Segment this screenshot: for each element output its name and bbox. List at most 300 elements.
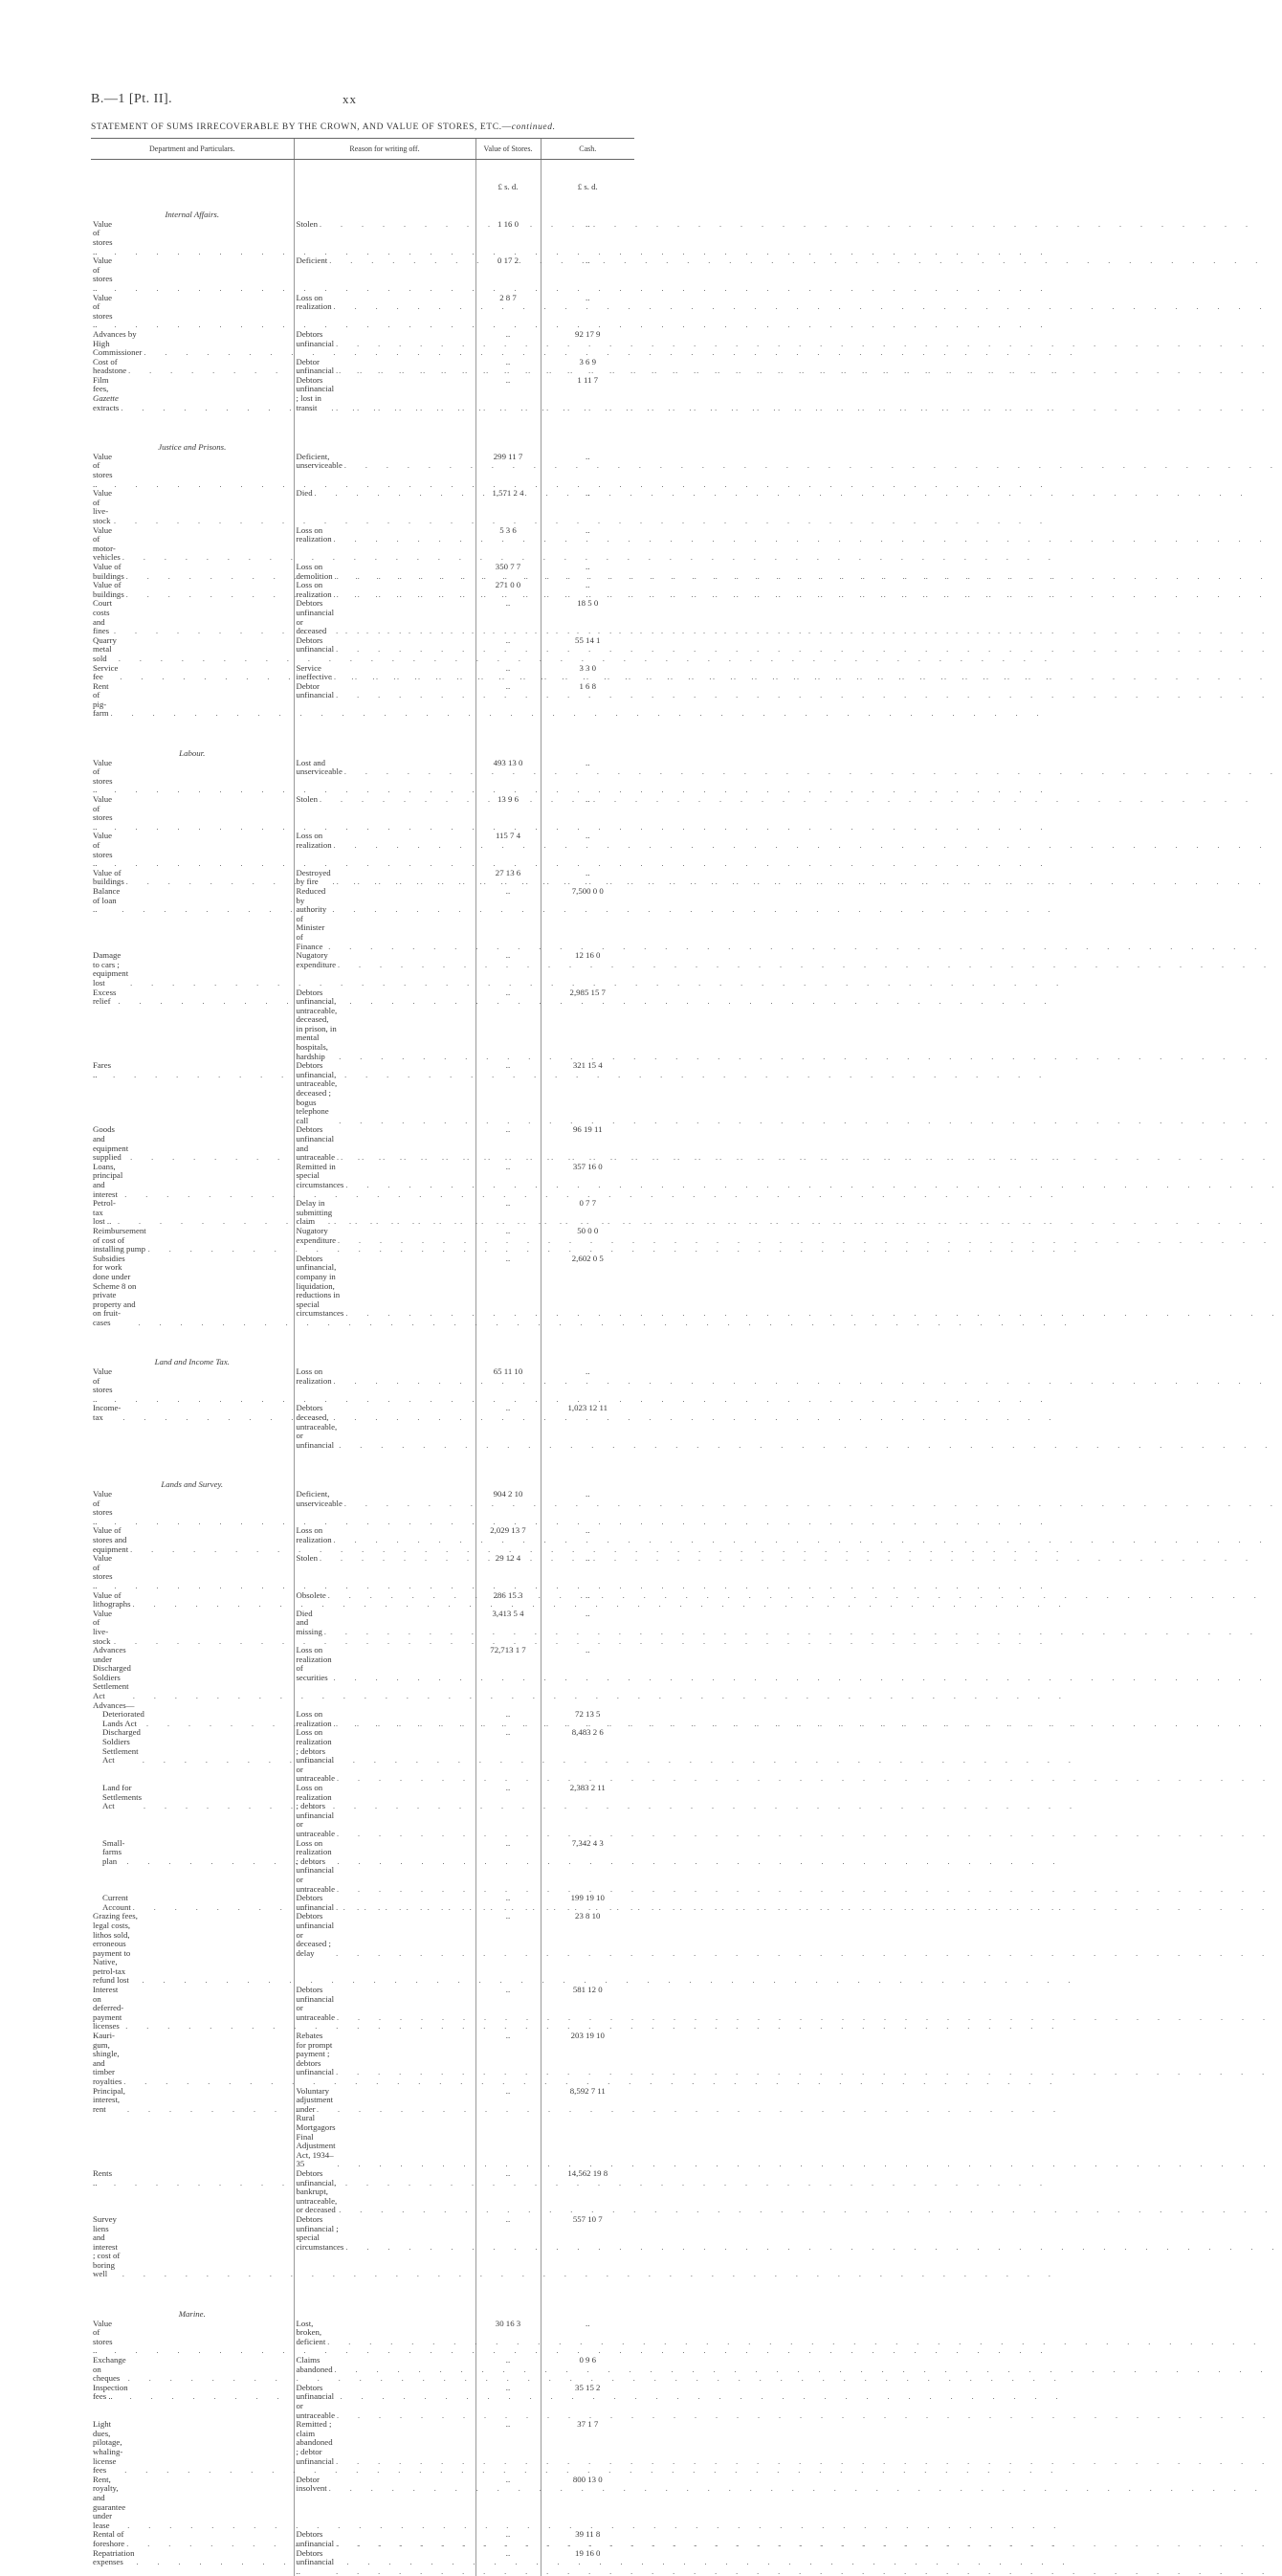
stores-value-cell: .. <box>475 2384 541 2420</box>
reason-cell-text: Debtors unfinancial or untraceable <box>297 1986 336 2022</box>
table-row <box>91 759 634 795</box>
reason-cell <box>294 869 475 887</box>
table-row <box>91 330 634 358</box>
cash-value-cell: .. <box>541 1526 634 1554</box>
reason-cell-text: Claims abandoned <box>297 2356 333 2374</box>
cash-value-cell: .. <box>541 563 634 581</box>
particulars-cell-text: Value of buildings <box>93 563 124 581</box>
particulars-cell <box>91 887 294 951</box>
units-row <box>91 159 634 193</box>
reason-cell-text: Loss on realization ; debtors unfinancial or untraceable <box>297 1784 336 1839</box>
table-row <box>91 2215 634 2279</box>
dot-leader <box>327 2338 473 2347</box>
table-row <box>91 951 634 988</box>
particulars-cell <box>91 1163 294 1199</box>
reason-cell-text: Debtors unfinancial <box>297 2530 335 2548</box>
particulars-cell-text: Reimbursement of cost of installing pump <box>93 1227 146 1255</box>
stores-value-cell: .. <box>475 358 541 376</box>
particulars-cell-text: Court costs and fines <box>93 599 112 635</box>
table-row <box>91 832 634 868</box>
dot-leader <box>118 997 291 1007</box>
dot-leader <box>339 1117 473 1126</box>
particulars-cell-text: Rental of foreshore <box>93 2530 124 2548</box>
reason-cell-text: Deficient, unserviceable <box>297 1490 343 1508</box>
dot-leader <box>115 1518 292 1527</box>
section-spacer <box>91 1327 634 1356</box>
dot-leader <box>120 673 291 682</box>
table-row <box>91 2549 634 2576</box>
reason-cell-text: Loss on realization of securities <box>297 1646 332 1682</box>
stores-value-cell: .. <box>475 1061 541 1125</box>
page-header <box>91 92 584 111</box>
reason-cell-text: Loss on realization <box>297 581 332 599</box>
table-row <box>91 1367 634 1404</box>
reason-cell <box>294 599 475 635</box>
dot-leader <box>114 517 291 526</box>
dot-leader <box>114 627 291 636</box>
dot-leader <box>339 1441 473 1451</box>
dot-leader <box>334 841 474 851</box>
stores-value-cell: .. <box>475 2476 541 2531</box>
dot-leader <box>328 943 473 952</box>
particulars-cell <box>91 832 294 868</box>
particulars-cell <box>91 682 294 719</box>
table-row <box>91 1912 634 1986</box>
reason-cell-text: Stolen <box>297 220 318 230</box>
table-row <box>91 1125 634 1162</box>
particulars-cell <box>91 664 294 682</box>
table-row <box>91 358 634 376</box>
cash-value-cell: 72 13 5 <box>541 1710 634 1728</box>
reason-cell <box>294 1710 475 1728</box>
dot-leader <box>334 1536 474 1545</box>
section-heading: Land and Income Tax. <box>91 1356 294 1367</box>
particulars-cell <box>91 220 294 256</box>
reason-cell-text: Obsolete <box>297 1591 326 1601</box>
particulars-cell-text: Advances under Discharged Soldiers Settlement Act <box>93 1646 131 1701</box>
reason-cell-text: Debtor unfinancial <box>297 358 335 376</box>
particulars-cell <box>91 1912 294 1986</box>
particulars-cell <box>91 869 294 887</box>
dot-leader <box>338 1236 473 1246</box>
cash-value-cell: .. <box>541 869 634 887</box>
particulars-cell <box>91 1646 294 1701</box>
particulars-cell-text: Advances by High Commissioner <box>93 330 142 358</box>
particulars-cell <box>91 1610 294 1646</box>
reason-cell-text: Remitted ; claim abandoned ; debtor unfinancial <box>297 2420 335 2466</box>
particulars-cell-text: Value of stores .. <box>93 256 113 293</box>
stores-value-cell: 29 12 4 <box>475 1554 541 1590</box>
particulars-cell <box>91 256 294 293</box>
stores-value-cell: .. <box>475 1125 541 1162</box>
dot-leader <box>115 321 292 330</box>
cash-value-cell: 1,023 12 11 <box>541 1404 634 1450</box>
column-header-stores: Value of Stores. <box>475 139 541 160</box>
particulars-cell-text: Value of stores .. <box>93 795 113 832</box>
table-row <box>91 1526 634 1554</box>
cash-value-cell: 2,383 2 11 <box>541 1784 634 1839</box>
particulars-cell <box>91 2420 294 2476</box>
reason-cell-text: Stolen <box>297 1554 318 1564</box>
reason-cell-text: Destroyed by fire <box>297 869 331 887</box>
section-heading: Labour. <box>91 747 294 759</box>
section-heading: Justice and Prisons. <box>91 441 294 453</box>
dot-leader <box>344 1499 474 1509</box>
particulars-cell <box>91 294 294 330</box>
particulars-cell-text: Cost of headstone <box>93 358 126 376</box>
dot-leader <box>337 1885 473 1895</box>
stores-value-cell: .. <box>475 1839 541 1895</box>
section-heading: Marine. <box>91 2308 294 2320</box>
dot-leader <box>344 461 474 471</box>
section-spacer <box>91 1450 634 1478</box>
dot-leader <box>130 2392 292 2402</box>
reason-cell <box>294 1839 475 1895</box>
dot-leader <box>136 2558 291 2567</box>
particulars-cell-text: Land for Settlements Act <box>102 1784 142 1811</box>
stores-value-cell: .. <box>475 330 541 358</box>
dot-leader <box>115 1395 292 1405</box>
cash-value-cell: .. <box>541 1554 634 1590</box>
particulars-cell-text: Value of buildings <box>93 581 124 599</box>
dot-leader <box>114 1637 291 1647</box>
reason-cell-text: Remitted in special circumstances <box>297 1163 344 1190</box>
particulars-cell-text: Value of stores .. <box>93 1554 113 1590</box>
particulars-cell <box>91 1490 294 1526</box>
particulars-cell <box>91 1839 294 1895</box>
particulars-cell <box>91 2530 294 2548</box>
table-row <box>91 526 634 563</box>
particulars-cell-text: Fares .. <box>93 1061 111 1079</box>
cash-value-cell: 199 19 10 <box>541 1894 634 1912</box>
stores-value-cell: .. <box>475 988 541 1062</box>
reason-cell-text: Loss on realization <box>297 1526 332 1544</box>
particulars-cell <box>91 1227 294 1255</box>
particulars-cell <box>91 2356 294 2384</box>
particulars-cell <box>91 1894 294 1912</box>
table-row <box>91 453 634 489</box>
stores-value-cell: .. <box>475 1710 541 1728</box>
cash-value-cell: 2,985 15 7 <box>541 988 634 1062</box>
particulars-cell-text: Petrol-tax lost .. <box>93 1199 116 1227</box>
dot-leader <box>115 248 292 257</box>
reason-cell-text: Loss on realization <box>297 1710 332 1728</box>
reason-cell <box>294 1199 475 1227</box>
reason-cell-text: Delay in submitting claim <box>297 1199 333 1227</box>
dot-leader <box>122 2270 292 2279</box>
reason-cell <box>294 1894 475 1912</box>
dot-leader <box>115 1582 292 1591</box>
stores-units: £ s. d. <box>475 159 541 193</box>
cash-value-cell: .. <box>541 1367 634 1404</box>
cash-value-cell: .. <box>541 526 634 563</box>
dot-leader <box>336 1949 473 1959</box>
particulars-cell-text: Current Account <box>102 1894 131 1912</box>
table-row <box>91 2530 634 2548</box>
reason-cell-text: Deficient, unserviceable <box>297 453 343 471</box>
dot-leader <box>115 2346 292 2356</box>
table-row <box>91 664 634 682</box>
stores-value-cell: .. <box>475 376 541 412</box>
cash-value-cell: 3 6 9 <box>541 358 634 376</box>
dot-leader <box>113 1071 291 1080</box>
stores-value-cell: .. <box>475 1728 541 1784</box>
particulars-cell-text: Income-tax <box>93 1404 121 1422</box>
cash-value-cell: .. <box>541 1490 634 1526</box>
empty-cell <box>294 2308 475 2320</box>
particulars-cell-text: Value of stores .. <box>93 1367 113 1404</box>
table-row <box>91 1986 634 2032</box>
dot-leader <box>126 590 292 600</box>
table-row <box>91 1061 634 1125</box>
reason-cell-text: Stolen <box>297 795 318 805</box>
table-row <box>91 1784 634 1839</box>
section-heading-row <box>91 747 634 759</box>
table-row <box>91 1490 634 1526</box>
dot-leader <box>133 1903 292 1913</box>
dot-leader <box>336 340 473 349</box>
table-row <box>91 2356 634 2384</box>
dot-leader <box>328 1591 474 1601</box>
particulars-cell-text: Value of stores .. <box>93 220 113 256</box>
stores-value-cell: .. <box>475 1227 541 1255</box>
table-row <box>91 1255 634 1328</box>
stores-value-cell: .. <box>475 2087 541 2169</box>
particulars-cell <box>91 795 294 832</box>
dot-leader <box>144 1802 291 1811</box>
stores-value-cell: .. <box>475 1784 541 1839</box>
table-row <box>91 489 634 525</box>
reason-cell-text: Service ineffective <box>297 664 332 682</box>
cash-value-cell: .. <box>541 1591 634 1610</box>
cash-value-cell: .. <box>541 795 634 832</box>
dot-leader <box>123 2077 291 2087</box>
table-row <box>91 795 634 832</box>
stores-value-cell: 5 3 6 <box>475 526 541 563</box>
table-row <box>91 1646 634 1701</box>
stores-value-cell: .. <box>475 664 541 682</box>
dot-leader <box>121 404 291 413</box>
reason-cell-text: Debtors unfinancial <box>297 636 335 655</box>
stores-value-cell: .. <box>475 2549 541 2576</box>
particulars-cell <box>91 453 294 489</box>
table-row <box>91 2169 634 2215</box>
particulars-cell <box>91 2087 294 2169</box>
table-row <box>91 636 634 664</box>
dot-leader <box>114 2179 291 2188</box>
reason-cell-text: Died <box>297 489 313 499</box>
table-row <box>91 376 634 412</box>
stores-value-cell: 1,571 2 4 <box>475 489 541 525</box>
reason-cell <box>294 2087 475 2169</box>
cash-value-cell: 35 15 2 <box>541 2384 634 2420</box>
reason-cell-text: Reduced by authority of Minister of Finance <box>297 887 327 951</box>
reason-cell-text: Debtors unfinancial .. <box>297 2549 335 2576</box>
stores-value-cell: .. <box>475 1912 541 1986</box>
cash-value-cell: 96 19 11 <box>541 1125 634 1162</box>
reason-cell <box>294 2384 475 2420</box>
stores-value-cell: .. <box>475 1986 541 2032</box>
particulars-cell-text: Light dues, pilotage, whaling-license fees <box>93 2420 122 2476</box>
particulars-cell-text: Discharged Soldiers Settlement Act <box>102 1728 141 1765</box>
table-header-row <box>91 139 634 160</box>
particulars-cell-text: Interest on deferred-payment licenses <box>93 1986 123 2032</box>
section-heading-row <box>91 2308 634 2320</box>
stores-value-cell: 2 8 7 <box>475 294 541 330</box>
empty-cell <box>475 2308 541 2320</box>
cash-value-cell: 557 10 7 <box>541 2215 634 2279</box>
reason-cell-text: Nugatory expenditure <box>297 951 337 969</box>
cash-value-cell: .. <box>541 220 634 256</box>
statement-table <box>91 138 634 2576</box>
stores-value-cell: 65 11 10 <box>475 1367 541 1404</box>
reason-cell-text: Debtors unfinancial ; lost in transit <box>297 376 335 412</box>
stores-value-cell: 72,713 1 7 <box>475 1646 541 1701</box>
dot-leader <box>345 1181 473 1190</box>
particulars-cell-text: Goods and equipment supplied <box>93 1125 128 1162</box>
particulars-cell <box>91 2384 294 2420</box>
dot-leader <box>111 709 292 719</box>
particulars-cell-text: Subsidies for work done under Scheme 8 on private property and on fruit-cases <box>93 1255 137 1328</box>
cash-value-cell: 37 1 7 <box>541 2420 634 2476</box>
dot-leader <box>128 2374 292 2384</box>
table-row <box>91 220 634 256</box>
table-row <box>91 563 634 581</box>
stores-value-cell: .. <box>475 1163 541 1199</box>
particulars-cell <box>91 1554 294 1590</box>
table-row <box>91 887 634 951</box>
dot-leader <box>335 572 474 582</box>
table-row <box>91 1591 634 1610</box>
particulars-cell-text: Kauri-gum, shingle, and timber royalties <box>93 2032 122 2087</box>
particulars-cell <box>91 1125 294 1162</box>
stores-value-cell: .. <box>475 1404 541 1450</box>
dot-leader <box>337 1153 473 1163</box>
reason-cell <box>294 376 475 412</box>
reason-cell <box>294 1404 475 1450</box>
dot-leader <box>336 645 473 655</box>
stores-value-cell: 271 0 0 <box>475 581 541 599</box>
particulars-cell: Advances— <box>91 1701 294 1711</box>
reason-cell <box>294 581 475 599</box>
reason-cell-text: Loss on realization <box>297 1367 332 1386</box>
dot-leader <box>130 1545 291 1555</box>
stores-value-cell: 27 13 6 <box>475 869 541 887</box>
stores-value-cell: 493 13 0 <box>475 759 541 795</box>
dot-leader <box>337 2013 473 2023</box>
dot-leader <box>329 256 473 266</box>
table-row <box>91 988 634 1062</box>
particulars-cell <box>91 1591 294 1610</box>
stores-value-cell: .. <box>475 682 541 719</box>
table-row <box>91 256 634 293</box>
particulars-cell-text: Excess relief <box>93 988 116 1007</box>
particulars-cell <box>91 2549 294 2576</box>
particulars-cell-text: Survey liens and interest ; cost of boring well <box>93 2215 121 2279</box>
table-row <box>91 1404 634 1450</box>
dot-leader <box>334 302 474 312</box>
cash-value-cell: 55 14 1 <box>541 636 634 664</box>
dot-leader <box>345 1309 473 1319</box>
empty-cell <box>294 747 475 759</box>
table-row <box>91 1894 634 1912</box>
cash-value-cell: 3 3 0 <box>541 664 634 682</box>
stores-value-cell: .. <box>475 599 541 635</box>
cash-value-cell: 39 11 8 <box>541 2530 634 2548</box>
cash-value-cell: 14,562 19 8 <box>541 2169 634 2215</box>
cash-value-cell: 2,602 0 5 <box>541 1255 634 1328</box>
section-heading-row <box>91 209 634 220</box>
particulars-cell <box>91 599 294 635</box>
reason-cell-text: Voluntary adjustment under Rural Mortgagors Final Adjustment Act, 1934–35 <box>297 2087 336 2169</box>
table-row <box>91 1728 634 1784</box>
reason-cell-text: Lost and unserviceable <box>297 759 343 777</box>
table-row <box>91 1163 634 1199</box>
particulars-cell <box>91 330 294 358</box>
stores-value-cell: 299 11 7 <box>475 453 541 489</box>
particulars-cell-text: Rent of pig-farm <box>93 682 109 719</box>
reason-cell-text: Rebates for prompt payment ; debtors unfinancial <box>297 2032 335 2077</box>
particulars-cell-text: Value of stores .. <box>93 294 113 330</box>
cash-value-cell: 0 7 7 <box>541 1199 634 1227</box>
cash-value-cell: .. <box>541 2320 634 2356</box>
reason-cell <box>294 1912 475 1986</box>
stores-value-cell: 904 2 10 <box>475 1490 541 1526</box>
particulars-cell-text: Small-farms plan <box>102 1839 124 1867</box>
particulars-cell <box>91 1061 294 1125</box>
particulars-cell <box>91 526 294 563</box>
dot-leader <box>336 2068 473 2077</box>
table-row <box>91 1227 634 1255</box>
dot-leader <box>336 627 473 636</box>
table-row <box>91 1199 634 1227</box>
particulars-cell-text: Damage to cars ; equipment lost <box>93 951 128 988</box>
table-row <box>91 2032 634 2087</box>
reason-cell-text: Loss on realization <box>297 832 332 850</box>
dot-leader <box>336 1903 473 1913</box>
reason-cell <box>294 1255 475 1328</box>
dot-leader <box>339 2206 473 2215</box>
section-spacer <box>91 193 634 209</box>
reason-cell-text: Debtor insolvent <box>297 2476 327 2494</box>
stores-value-cell: .. <box>475 2420 541 2476</box>
dot-leader <box>336 2457 473 2467</box>
particulars-cell-text: Principal, interest, rent <box>93 2087 125 2115</box>
dot-leader <box>144 348 291 358</box>
dot-leader <box>338 2160 474 2169</box>
cash-value-cell: 7,500 0 0 <box>541 887 634 951</box>
section-spacer <box>91 2279 634 2308</box>
particulars-cell-text: Value of lithographs <box>93 1591 131 1610</box>
particulars-cell <box>91 1728 294 1784</box>
section-heading-row <box>91 441 634 453</box>
dot-leader <box>334 673 474 682</box>
dot-leader <box>130 1153 291 1163</box>
table-row <box>91 2476 634 2531</box>
dot-leader <box>133 1600 292 1610</box>
cash-value-cell: 7,342 4 3 <box>541 1839 634 1895</box>
reason-cell-text: Debtors unfinancial or untraceable <box>297 2384 336 2420</box>
dot-leader <box>334 1720 474 1729</box>
section-heading-row <box>91 1478 634 1490</box>
dot-leader <box>337 1830 473 1839</box>
cash-units: £ s. d. <box>541 159 634 193</box>
dot-leader <box>143 1756 292 1765</box>
particulars-cell <box>91 636 294 664</box>
dot-leader <box>126 877 292 887</box>
particulars-cell <box>91 759 294 795</box>
section-heading: Internal Affairs. <box>91 209 294 220</box>
